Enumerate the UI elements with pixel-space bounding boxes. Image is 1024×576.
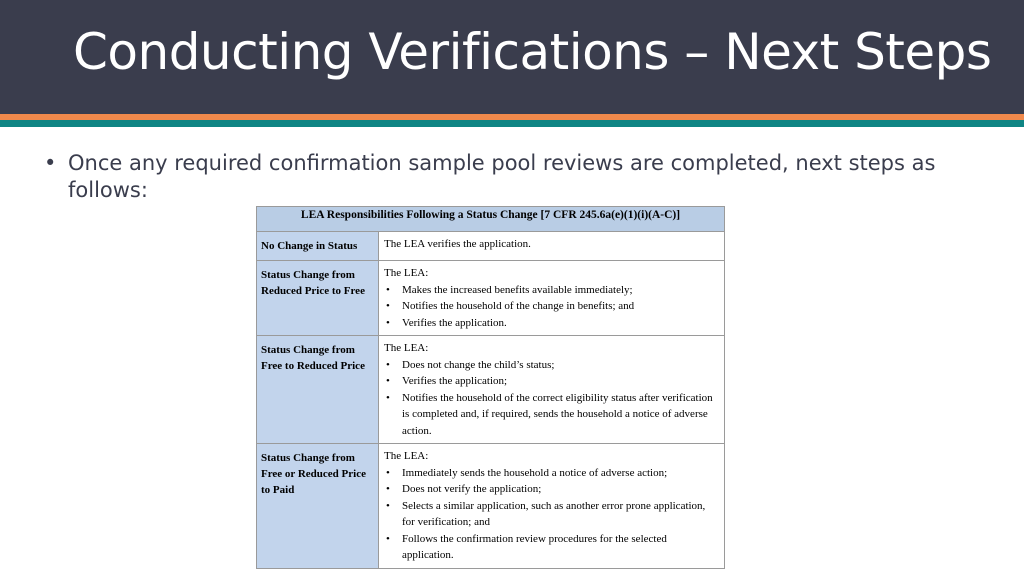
row-label: Status Change from Free to Reduced Price xyxy=(257,336,379,444)
responsibilities-table xyxy=(256,206,725,569)
table-row xyxy=(257,336,725,444)
table-header: LEA Responsibilities Following a Status Change [7 CFR 245.6a(e)(1)(i)(A-C)] xyxy=(257,207,725,232)
list-item: • Immediately sends the household a notice of adverse action; xyxy=(402,465,719,482)
accent-stripe-teal xyxy=(0,120,1024,127)
row-description xyxy=(379,336,725,444)
row-label: No Change in Status xyxy=(257,232,379,261)
list-item: • Does not verify the application; xyxy=(402,481,719,498)
table-row xyxy=(257,261,725,336)
slide-title: Conducting Verifications – Next Steps xyxy=(73,23,992,81)
row-intro: The LEA: xyxy=(384,267,429,279)
table-row xyxy=(257,444,725,569)
list-item: • Notifies the household of the correct eligibility status after verification is completed and, if required, sends the household a notice of adverse action. xyxy=(402,390,719,440)
list-item: • Verifies the application; xyxy=(402,373,719,390)
responsibility-list xyxy=(384,282,719,332)
responsibility-list xyxy=(384,465,719,564)
list-item: • Selects a similar application, such as another error prone application, for verification; and xyxy=(402,498,719,531)
row-description xyxy=(379,444,725,569)
row-intro: The LEA: xyxy=(384,450,429,462)
row-label: Status Change from Reduced Price to Free xyxy=(257,261,379,336)
responsibility-list xyxy=(384,357,719,440)
list-item: • Makes the increased benefits available immediately; xyxy=(402,282,719,299)
row-label: Status Change from Free or Reduced Price to Paid xyxy=(257,444,379,569)
list-item: • Notifies the household of the change in benefits; and xyxy=(402,298,719,315)
list-item: • Does not change the child’s status; xyxy=(402,357,719,374)
row-intro: The LEA verifies the application. xyxy=(384,238,531,250)
bullet-text: Once any required confirmation sample pool reviews are completed, next steps as follows: xyxy=(68,151,936,202)
row-description xyxy=(379,232,725,261)
row-intro: The LEA: xyxy=(384,342,429,354)
table-row xyxy=(257,232,725,261)
list-item: • Verifies the application. xyxy=(402,315,719,332)
title-bar xyxy=(0,0,1024,114)
bullet-marker: • xyxy=(44,151,57,175)
row-description xyxy=(379,261,725,336)
list-item: • Follows the confirmation review procedures for the selected application. xyxy=(402,531,719,564)
table-header-row xyxy=(257,207,725,232)
